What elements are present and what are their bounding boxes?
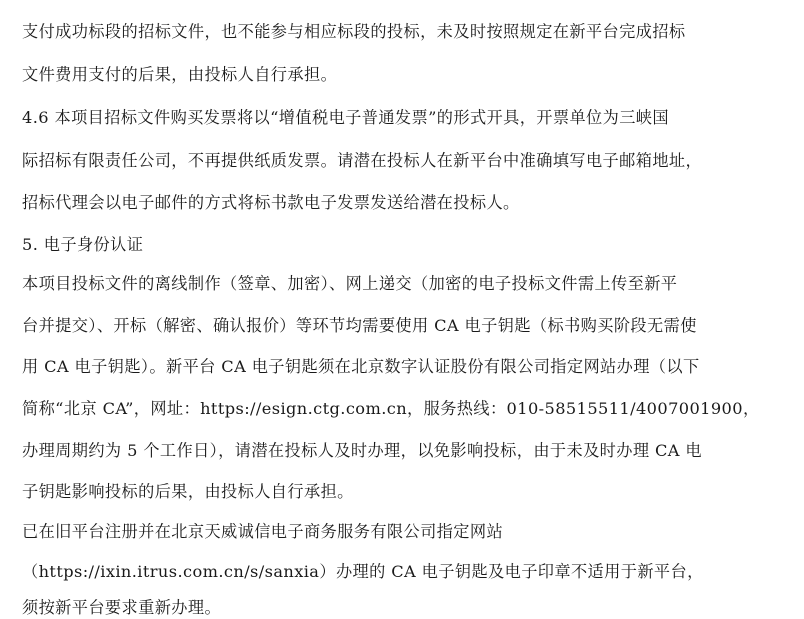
text-line-3: 4.6 本项目招标文件购买发票将以“增值税电子普通发票”的形式开具，开票单位为三峡国: [22, 108, 669, 127]
text-line-2: 文件费用支付的后果，由投标人自行承担。: [22, 65, 338, 84]
text-line-5: 招标代理会以电子邮件的方式将标书款电子发票发送给潜在投标人。: [22, 193, 520, 212]
text-line-15: 须按新平台要求重新办理。: [22, 598, 222, 617]
section-heading: 5. 电子身份认证: [22, 235, 144, 254]
text-line-9: 用 CA 电子钥匙）。新平台 CA 电子钥匙须在北京数字认证股份有限公司指定网站办理（以下: [22, 357, 700, 376]
text-line-14: （https://ixin.itrus.com.cn/s/sanxia）办理的 CA 电子钥匙及电子印章不适用于新平台，: [22, 562, 704, 581]
text-line-11: 办理周期约为 5 个工作日），请潜在投标人及时办理，以免影响投标，由于未及时办理 CA 电: [22, 441, 702, 460]
text-line-8: 台并提交）、开标（解密、确认报价）等环节均需要使用 CA 电子钥匙（标书购买阶段无需使: [22, 316, 697, 335]
text-line-4: 际招标有限责任公司，不再提供纸质发票。请潜在投标人在新平台中准确填写电子邮箱地址，: [22, 151, 703, 170]
text-line-7: 本项目投标文件的离线制作（签章、加密）、网上递交（加密的电子投标文件需上传至新平: [22, 274, 678, 293]
text-line-12: 子钥匙影响投标的后果，由投标人自行承担。: [22, 482, 354, 501]
text-line-13: 已在旧平台注册并在北京天威诚信电子商务服务有限公司指定网站: [22, 522, 504, 541]
text-line-1: 支付成功标段的招标文件，也不能参与相应标段的投标，未及时按照规定在新平台完成招标: [22, 22, 686, 41]
text-line-10: 简称“北京 CA”，网址：https://esign.ctg.com.cn，服务热线：010-58515511/4007001900，: [22, 399, 760, 418]
